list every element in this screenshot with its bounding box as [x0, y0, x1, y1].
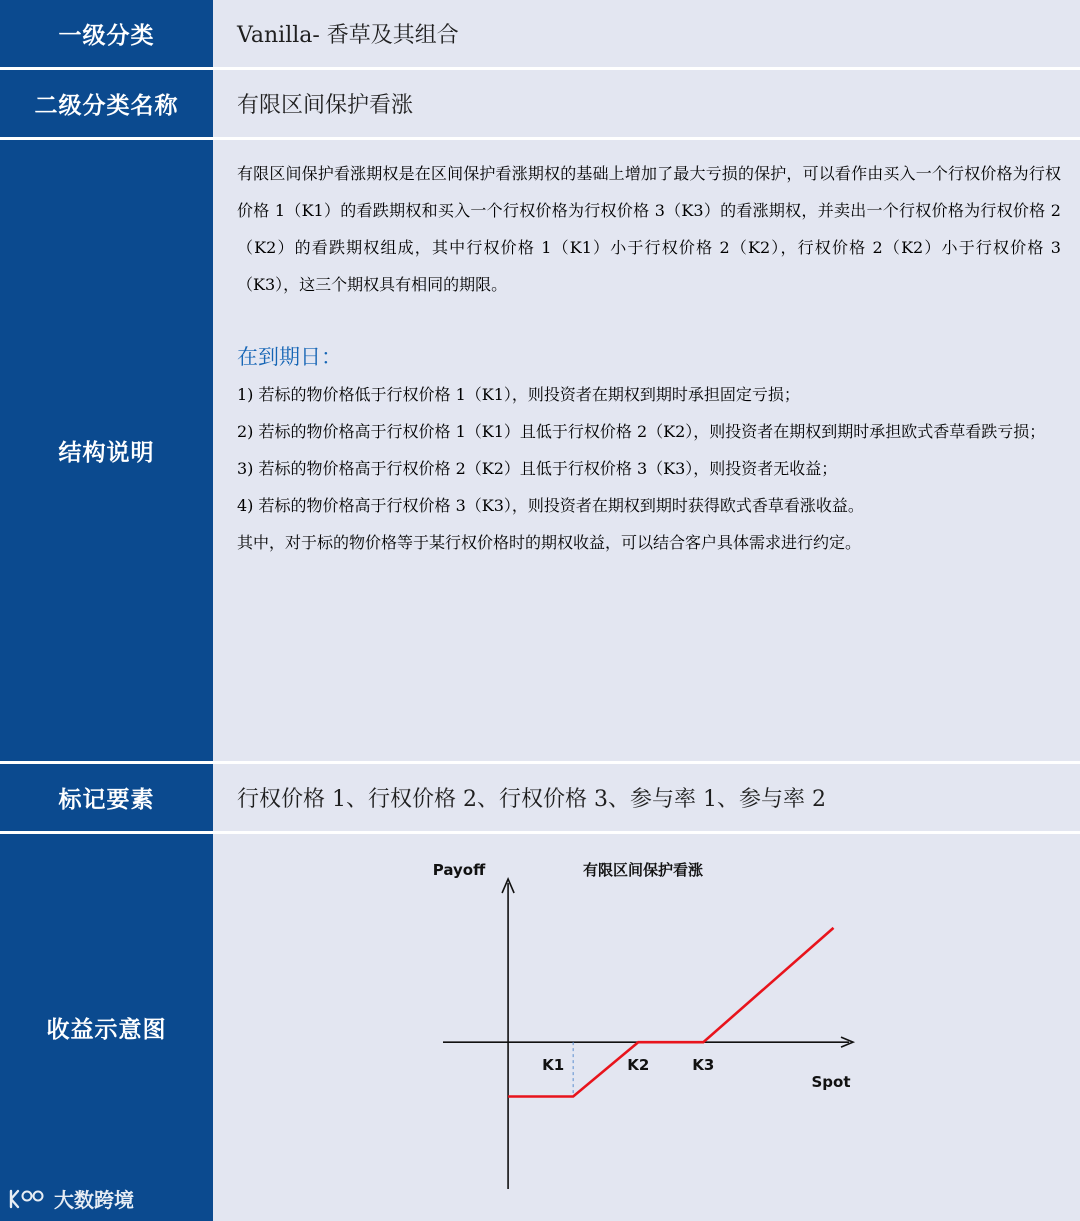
x-tick-label-k2: K2	[627, 1056, 650, 1075]
expiry-item-4: 4) 若标的物价格高于行权价格 3（K3），则投资者在期权到期时获得欧式香草看涨收益。	[237, 496, 864, 515]
payoff-label: 收益示意图	[0, 834, 213, 1221]
category2-value	[213, 70, 1080, 137]
k100-logo-icon	[8, 1187, 48, 1211]
structure-label: 结构说明	[0, 140, 213, 761]
chart-xlabel: Spot	[811, 1073, 851, 1091]
expiry-item-2: 2) 若标的物价格高于行权价格 1（K1）且低于行权价格 2（K2），则投资者在期权到期时承担欧式香草看跌亏损；	[237, 422, 1046, 441]
structure-intro: 有限区间保护看涨期权是在区间保护看涨期权的基础上增加了最大亏损的保护，可以看作由买入一个行权价格为行权价格 1（K1）的看跌期权和买入一个行权价格为行权价格 3（K3）的看涨期权，并卖出一个行权价格为行权价格 2（K2）的看跌期权组成，其中行权价格 1（K1）小于行权价格 2（K2），行权价格 2（K2）小于行权价格 3（K3），这三个期权具有相同的期限。	[237, 164, 1061, 294]
watermark-text: 大数跨境	[54, 1188, 134, 1212]
elements-label: 标记要素	[0, 764, 213, 831]
category1-text: Vanilla- 香草及其组合	[237, 23, 459, 48]
x-tick-label-k3: K3	[692, 1056, 715, 1075]
row-category1	[0, 0, 1080, 67]
elements-text: 行权价格 1、行权价格 2、行权价格 3、参与率 1、参与率 2	[237, 787, 826, 812]
chart-title: 有限区间保护看涨	[582, 861, 704, 879]
category1-label: 一级分类	[0, 0, 213, 67]
elements-value	[213, 764, 1080, 831]
category2-text: 有限区间保护看涨	[237, 93, 414, 118]
expiry-item-1: 1) 若标的物价格低于行权价格 1（K1），则投资者在期权到期时承担固定亏损；	[237, 385, 800, 404]
category2-label: 二级分类名称	[0, 70, 213, 137]
structure-description	[237, 155, 1061, 561]
row-category2	[0, 70, 1080, 137]
expiry-note: 其中，对于标的物价格等于某行权价格时的期权收益，可以结合客户具体需求进行约定。	[237, 533, 862, 552]
expiry-item-3: 3) 若标的物价格高于行权价格 2（K2）且低于行权价格 3（K3），则投资者无收益；	[237, 459, 838, 478]
category1-value	[213, 0, 1080, 67]
chart-ylabel: Payoff	[432, 861, 486, 879]
expiry-heading: 在到期日：	[237, 345, 342, 369]
watermark	[8, 1184, 134, 1213]
x-tick-label-k1: K1	[542, 1056, 565, 1075]
row-elements	[0, 764, 1080, 831]
payoff-chart	[213, 834, 1080, 1221]
